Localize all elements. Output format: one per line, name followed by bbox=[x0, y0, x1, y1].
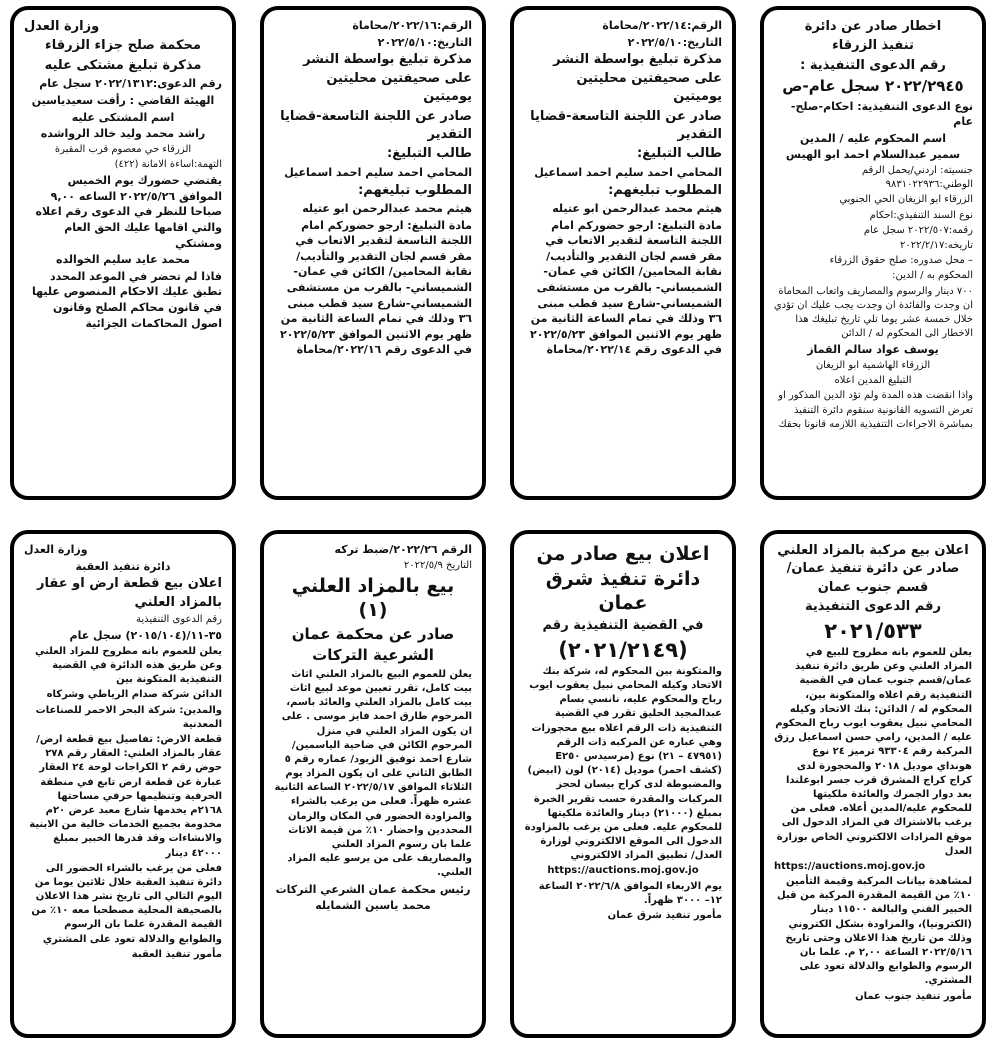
notice-title: اعلان بيع صادر من دائرة تنفيذ شرق عمان bbox=[536, 543, 710, 615]
doc-type: نوع السند التنفيذي:احكام bbox=[869, 209, 973, 221]
notice-issuer: صادر عن اللجنة التاسعة-قضايا التقدير bbox=[530, 108, 722, 143]
notice-date: التاريخ ٢٠٢٢/٥/٩ bbox=[403, 559, 472, 571]
requester-label: طالب التبليغ: bbox=[637, 146, 722, 162]
creditor-address: الزرقاء الهاشمية ابو الزيغان bbox=[815, 359, 931, 371]
defendant-name: راشد محمد وليد خالد الرواشده bbox=[40, 127, 206, 141]
doc-date: تاريخه:٢٠٢٢/٢/١٧ bbox=[900, 240, 973, 252]
ref-number: الرقم:٢٠٢٢/١٤/محاماة bbox=[602, 19, 722, 32]
case-number: ٣٥-١١/(٢٠١٥/١٠٤) سجل عام bbox=[69, 629, 222, 643]
creditor-address-2: التبليغ المدين اعلاه bbox=[834, 375, 912, 387]
party-name: هيثم محمد عبدالرحمن ابو عتيله bbox=[552, 202, 722, 215]
defendant-address: الزرقاء حي معصوم قرب المقبرة bbox=[54, 143, 192, 155]
notice-body: يقتضي حضورك يوم الخميس الموافق ٢٠٢٢/٥/٢٦ الساعه ٩,٠٠ صباحا للنظر في الدعوى رقم اعلاه والتي اقامها عليك الحق العام ومشتكي bbox=[35, 174, 222, 250]
debtor-name: والمدين: شركة البحر الاحمر للصناعات المعدنية bbox=[35, 704, 222, 730]
notice-body: والمتكونة بين المحكوم له، شركة بنك الاتحاد وكيله المحامي نبيل يعقوب ايوب رباح والمحكوم عليه، نانسي بسام عبدالمجيد الحليق تقرر في القضية التنفيذية ذات الرقم اعلاه بيع محجوزات وهي عباره عن المركبه ذات الرقم (٤٧٩٥١ – ٢١) نوع (مرسيدس E٢٥٠ (كشف احمر) موديل (٢٠١٤) لون (ابيض) والمضبوطة لدى كراج بيسان لحجز المركبات والمقدرة حسب تقرير الخبرة بمبلغ (٢١٠٠٠) دينار والعائدة ملكيتها للمحكوم عليه. فعلى من يرغب بالمزاودة الدخول الى الموقع الالكتروني لوزارة العدل/ تطبيق المزاد الالكتروني bbox=[524, 665, 722, 862]
notice-body-2: قطعة الارض: تفاصيل بيع قطعة ارض/ عقار بالمزاد العلني: العقار رقم ٢٧٨ حوض رقم ٢ الكراجات لوحة ٢٤ العقار عبارة عن قطعة ارض تابع في منطقة الحرفية وتنظيمها حرفي مساحتها ٢١٦٨م يخدمها شارع معبد عرض ٢٠م مخدومة بجميع الخدمات خالية من الابنية والانشاءات وقد قدرها الخبير بمبلغ ٤٢٠٠٠ دينار bbox=[29, 734, 222, 859]
party-name: هيثم محمد عبدالرحمن ابو عتيله bbox=[302, 202, 472, 215]
notice-issuer: صادر عن اللجنة التاسعة-قضايا التقدير bbox=[280, 108, 472, 143]
auction-url[interactable]: https://auctions.moj.gov.jo bbox=[547, 865, 699, 877]
case-label: رقم الدعوى التنفيذية bbox=[805, 599, 941, 615]
notice-title: مذكرة تبليغ بواسطة النشر على صحيفتين محليتين يوميتين bbox=[303, 52, 472, 105]
notice-land-auction-aqaba bbox=[10, 530, 236, 1038]
notice-vehicle-auction-south-amman bbox=[760, 530, 986, 1038]
notice-lawyers-committee-16 bbox=[260, 6, 486, 500]
debtor-name: سمير عبدالسلام احمد ابو الهيس bbox=[785, 148, 961, 162]
doc-number: رقمه:٢٠٢٢/٥٠٧ سجل عام bbox=[863, 224, 973, 236]
notice-sale-east-amman bbox=[510, 530, 736, 1038]
court-name: محكمة صلح جزاء الزرقاء bbox=[45, 38, 201, 54]
notice-title: اعلان بيع قطعة ارض او عقار بالمزاد العلني bbox=[37, 576, 222, 610]
case-type: نوع الدعوى التنفيذية: احكام-صلح-عام bbox=[790, 99, 973, 129]
creditor-name: يوسف عواد سالم القماز bbox=[807, 343, 939, 357]
case-number: (٢٠٢١/٢١٤٩) bbox=[558, 637, 688, 662]
auction-url[interactable]: https://auctions.moj.gov.jo bbox=[774, 860, 926, 872]
notice-title: مذكرة تبليغ بواسطة النشر على صحيفتين محليتين يوميتين bbox=[553, 52, 722, 105]
notice-body: مادة التبليغ: ارجو حضوركم امام اللجنة التاسعة لتقدير الاتعاب في مقر قسم لجان التقدير والتأديب/نقابة المحامين/ الكائن في عمان-الشميساني- بالقرب من مستشفى الشميساني-شارع سيد قطب مبنى ٣٦ وذلك في تمام الساعة الثانية من ظهر يوم الاثنين الموافق ٢٠٢٢/٥/٢٣ في الدعوى رقم ٢٠٢٢/١٦/محاماة bbox=[280, 218, 472, 357]
notice-subtitle: تنفيذ الزرقاء bbox=[832, 38, 914, 54]
notice-title: اخطار صادر عن دائرة bbox=[804, 19, 942, 34]
officer-signature: مأمور تنفيذ العقبة bbox=[131, 948, 222, 960]
notice-body-2: لمشاهدة بيانات المركبة وقيمة التأمين ١٠٪ من القيمة المقدرة المركبة من قبل الخبير الفني والبالغة ١١٥٠٠ دينار (الكترونيا)، والمزاودة بشكل الكتروني وذلك من تاريخ هذا الاعلان وحتى تاريخ ٢٠٢٢/٥/١٦ الساعة ٢,٠٠ م. علما بان الرسوم والطوابع والدلالة تعود على المشتري. bbox=[777, 876, 972, 987]
defendant-label: اسم المشتكى عليه bbox=[71, 110, 175, 124]
notice-body: يعلن للعموم بانه مطروح للبيع في المزاد العلني وعن طريق دائرة تنفيذ عمان/قسم جنوب عمان في القضية التنفيذية رقم اعلاه والمتكونة بين، المحكوم له / الدائن: بنك الاتحاد وكيله المحامي نبيل يعقوب ايوب رباح المحكوم عليه / المدين، رامي حسن اسماعيل رزق المركبة رقم ٩٣٣٠٤ ترميز ٢٤ نوع هونداي موديل ٢٠١٨ والمحجوزة لدى كراج كراج المشرق قرب جسر ابوعلندا بعد دوار الجمرك والعائدة ملكيتها للمحكوم عليه/المدين أعلاه. فعلى من يرغب بالاشتراك في المزاد الدخول الى موقع المزادات الالكتروني الخاص بوزارة العدل bbox=[774, 647, 972, 857]
doc-source: – محل صدوره: صلح حقوق الزرقاء bbox=[829, 255, 973, 267]
debtor-label: اسم المحكوم عليه / المدين bbox=[800, 131, 946, 145]
notice-body: ٧٠٠ دينار والرسوم والمصاريف واتعاب المحاماة ان وجدت والفائدة ان وجدت يجب عليك ان تؤدي خلال خمسة عشر يوما تلي تاريخ تبليغك هذا الاخطار الى المحكوم له / الدائن bbox=[773, 285, 973, 340]
notice-date: التاريخ:٢٠٢٢/٥/١٠ bbox=[627, 35, 722, 49]
signer-name: محمد ياسين الشمايله bbox=[315, 899, 431, 913]
notice-date: التاريخ:٢٠٢٢/٥/١٠ bbox=[377, 35, 472, 49]
notice-subtitle: في القضية التنفيذية رقم bbox=[542, 618, 704, 634]
creditor-name: الدائن شركة صدام الرياطي وشركاه bbox=[46, 689, 222, 701]
notice-closing: واذا انقضت هذه المدة ولم تؤد الدين المذكور او تعرض التسويه القانونية سنقوم دائرة التنفيذ بمباشرة الاجراءات التنفيذية اللازمه قانونا بحقك bbox=[778, 390, 973, 430]
case-label: رقم الدعوى التنفيذية : bbox=[800, 57, 946, 73]
signer-title: رئيس محكمة عمان الشرعي التركات bbox=[275, 882, 471, 896]
ref-number: الرقم ٢٠٢٢/٢٦/ضبط تركه bbox=[334, 543, 472, 556]
debtor-address: الزرقاء ابو الزيغان الحي الجنوبي bbox=[839, 194, 973, 206]
ref-number: الرقم:٢٠٢٢/١٦/محاماة bbox=[352, 19, 472, 32]
judge-name: الهيئة القاضي : رأفت سعيدياسين bbox=[31, 93, 215, 107]
officer-signature: مأمور تنفيذ شرق عمان bbox=[607, 910, 722, 921]
notice-estate-auction bbox=[260, 530, 486, 1038]
officer-signature: مأمور تنفيذ جنوب عمان bbox=[855, 990, 972, 1002]
notice-body: مادة التبليغ: ارجو حضوركم امام اللجنة التاسعة لتقدير الاتعاب في مقر قسم لجان التقدير والتأديب/نقابة المحامين/ الكائن في عمان-الشميساني- بالقرب من مستشفى الشميساني-شارع سيد قطب مبنى ٣٦ وذلك في تمام الساعة الثانية من ظهر يوم الاثنين الموافق ٢٠٢٢/٥/٢٣ في الدعوى رقم ٢٠٢٢/١٤/محاماة bbox=[530, 218, 722, 357]
notice-body: يعلن للعموم بانه مطروح للمزاد العلني وعن طريق هذه الدائرة في القضية التنفيذية المتكونة بين bbox=[34, 645, 222, 686]
notice-body-2: فاذا لم تحضر في الموعد المحدد تطبق عليك الاحكام المنصوص عليها في قانون محاكم الصلح وقانون اصول المحاكمات الجزائية bbox=[32, 269, 222, 330]
requester-label: طالب التبليغ: bbox=[387, 146, 472, 162]
department-name: دائرة تنفيذ العقبة bbox=[75, 559, 171, 573]
notice-body-2: يوم الاربعاء الموافق ٢٠٢٢/٦/٨ الساعة ١٢– ٣٠٠٠ ظهراً. bbox=[538, 880, 722, 906]
party-label: المطلوب تبليغهم: bbox=[608, 182, 722, 198]
charge: التهمة:اساءة الامانة (٤٢٢) bbox=[114, 158, 222, 170]
ministry-name: وزارة العدل bbox=[24, 19, 100, 34]
notice-body: يعلن للعموم البيع بالمزاد العلني اثاث بيت كامل، تقرر تعيين موعد لبيع اثاث بيت كامل بالمزاد العلني والعائد باسم، المرحوم طارق احمد فايز موسى . على ان يكون المزاد العلني في منزل المرحوم الكائن في ضاحية الياسمين/شارع احمد توفيق الزيود/ عماره رقم ٥ الطابق الثاني على ان يكون المزاد يوم الثلاثاء الموافق ٢٠٢٢/٥/١٧ الساعة الثانية عشره ظهراً. فعلى من يرغب بالشراء والمزاودة الحضور في المكان والزمان المحددين واحضار ١٠٪ من قيمة الاثاث علما بان رسوم المزاد العلني والمصاريف على من يرسو عليه المزاد العلني. bbox=[274, 668, 472, 879]
case-number: ٢٠٢٢/٢٩٤٥ سجل عام-ص bbox=[782, 77, 964, 96]
ministry-name: وزارة العدل bbox=[24, 543, 88, 556]
notice-zarqa-execution bbox=[760, 6, 986, 500]
case-label: رقم الدعوى التنفيذية bbox=[136, 614, 222, 626]
debtor-nationality: جنسيته: اردني/يحمل الرقم الوطني:٩٨٣١٠٢٢٩٣٦ bbox=[861, 165, 973, 191]
case-number: ٢٠٢١/٥٣٣ bbox=[824, 618, 922, 643]
notice-title: اعلان بيع مركبة بالمزاد العلني صادر عن دائرة تنفيذ عمان/قسم جنوب عمان bbox=[777, 543, 969, 595]
requester-name: المحامي احمد سليم احمد اسماعيل bbox=[534, 165, 722, 179]
notice-lawyers-committee-14 bbox=[510, 6, 736, 500]
notice-issuer: صادر عن محكمة عمان الشرعية التركات bbox=[291, 625, 455, 665]
notice-body-3: فعلى من يرغب بالشراء الحضور الى دائرة تنفيذ العقبة خلال ثلاثين يوما من اليوم التالي الى تاريخ نشر هذا الاعلان بالصحيفة المحلية مصطحبا معه ١٠٪ من القيمة المقدرة علما بان الرسوم والطوابع والدلالة تعود على المشتري bbox=[31, 862, 222, 945]
notice-title: بيع بالمزاد العلني (١) bbox=[291, 574, 455, 622]
debt-label: المحكوم به / الدين: bbox=[892, 270, 973, 282]
notice-zarqa-court bbox=[10, 6, 236, 500]
party-label: المطلوب تبليغهم: bbox=[358, 182, 472, 198]
case-number: رقم الدعوى:٢٠٢٢/١٣١٢ سجل عام bbox=[39, 77, 222, 91]
complainant-name: محمد عايد سليم الخوالده bbox=[56, 253, 190, 267]
requester-name: المحامي احمد سليم احمد اسماعيل bbox=[284, 165, 472, 179]
notice-title: مذكرة تبليغ مشتكى عليه bbox=[44, 57, 202, 73]
